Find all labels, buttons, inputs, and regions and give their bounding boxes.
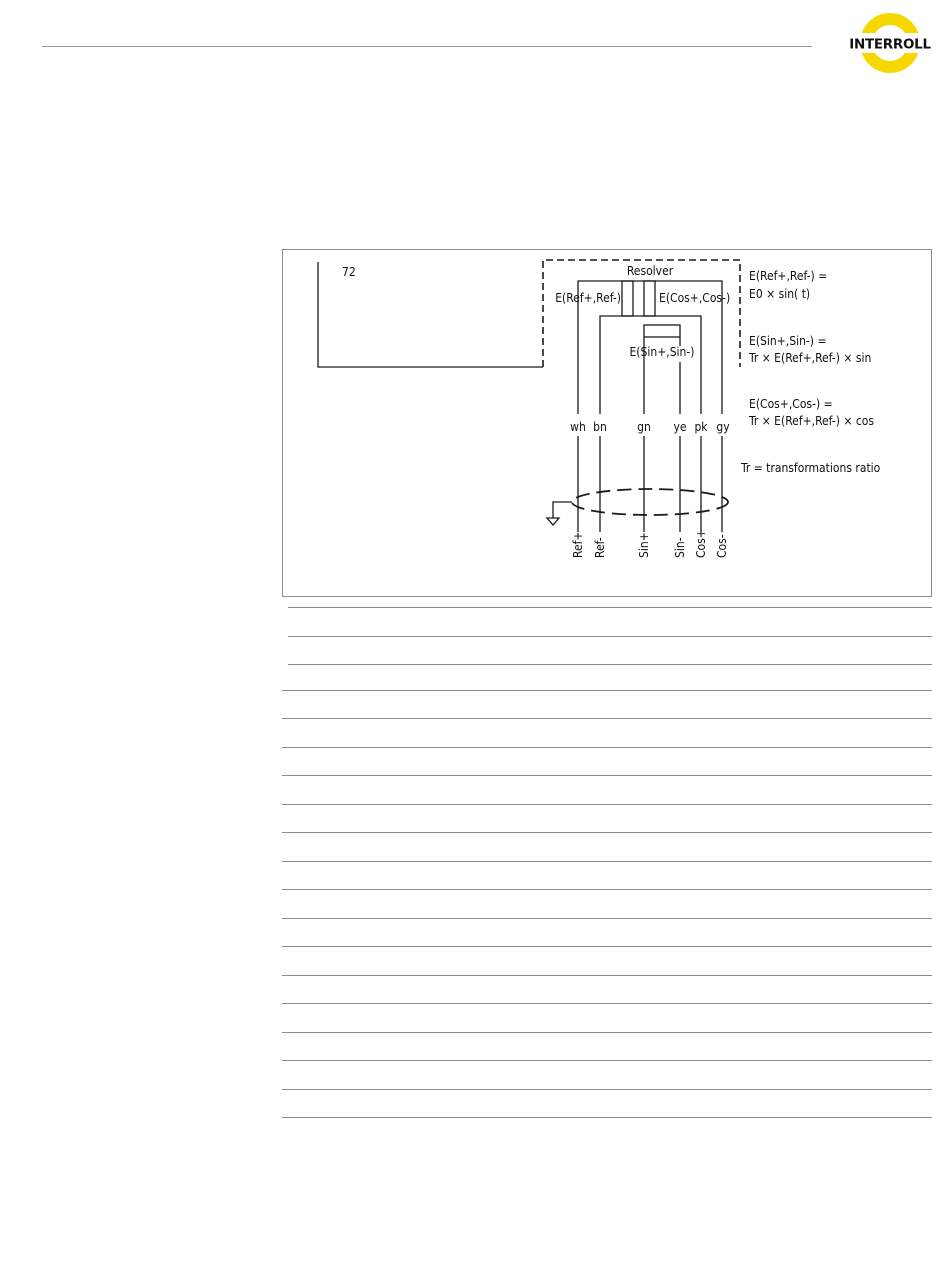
wire-color-label: gn xyxy=(637,420,651,434)
wiring-diagram xyxy=(282,249,932,597)
cos-coil xyxy=(644,281,655,316)
interroll-logo xyxy=(842,10,938,76)
wire-color-label: wh xyxy=(570,420,586,434)
e-ref-label: E(Ref+,Ref-) xyxy=(555,291,621,305)
formula-cos-2: Tr × E(Ref+,Ref-) × cos xyxy=(749,414,874,428)
wire-color-label: gy xyxy=(716,420,730,434)
ground-symbol xyxy=(547,502,572,525)
terminal-label: Sin- xyxy=(673,537,687,558)
formula-ref-2: E0 × sin( t) xyxy=(749,287,811,301)
formula-tr-def: Tr = transformations ratio xyxy=(741,461,881,475)
header-rule xyxy=(42,46,812,47)
terminal-label: Ref+ xyxy=(571,531,585,558)
wire-color-label: ye xyxy=(673,420,687,434)
terminal-label: Sin+ xyxy=(637,532,651,558)
terminal-label: Ref- xyxy=(593,537,607,558)
sin-coil xyxy=(644,325,680,337)
terminal-label: Cos+ xyxy=(694,529,708,558)
formula-cos-1: E(Cos+,Cos-) = xyxy=(749,397,833,411)
wire-color-label: bn xyxy=(593,420,607,434)
formula-sin-1: E(Sin+,Sin-) = xyxy=(749,334,827,348)
e-sin-label: E(Sin+,Sin-) xyxy=(629,345,695,359)
resolver-label: Resolver xyxy=(626,264,674,278)
ref-number: 72 xyxy=(342,265,356,279)
wire-color-label: pk xyxy=(694,420,708,434)
logo-text: INTERROLL xyxy=(849,36,931,53)
cable-shield xyxy=(572,489,728,515)
terminal-label: Cos- xyxy=(715,534,729,558)
formula-sin-2: Tr × E(Ref+,Ref-) × sin xyxy=(749,351,872,365)
e-cos-label: E(Cos+,Cos-) xyxy=(659,291,731,305)
ref-coil xyxy=(622,281,633,316)
formula-ref-1: E(Ref+,Ref-) = xyxy=(749,269,828,283)
